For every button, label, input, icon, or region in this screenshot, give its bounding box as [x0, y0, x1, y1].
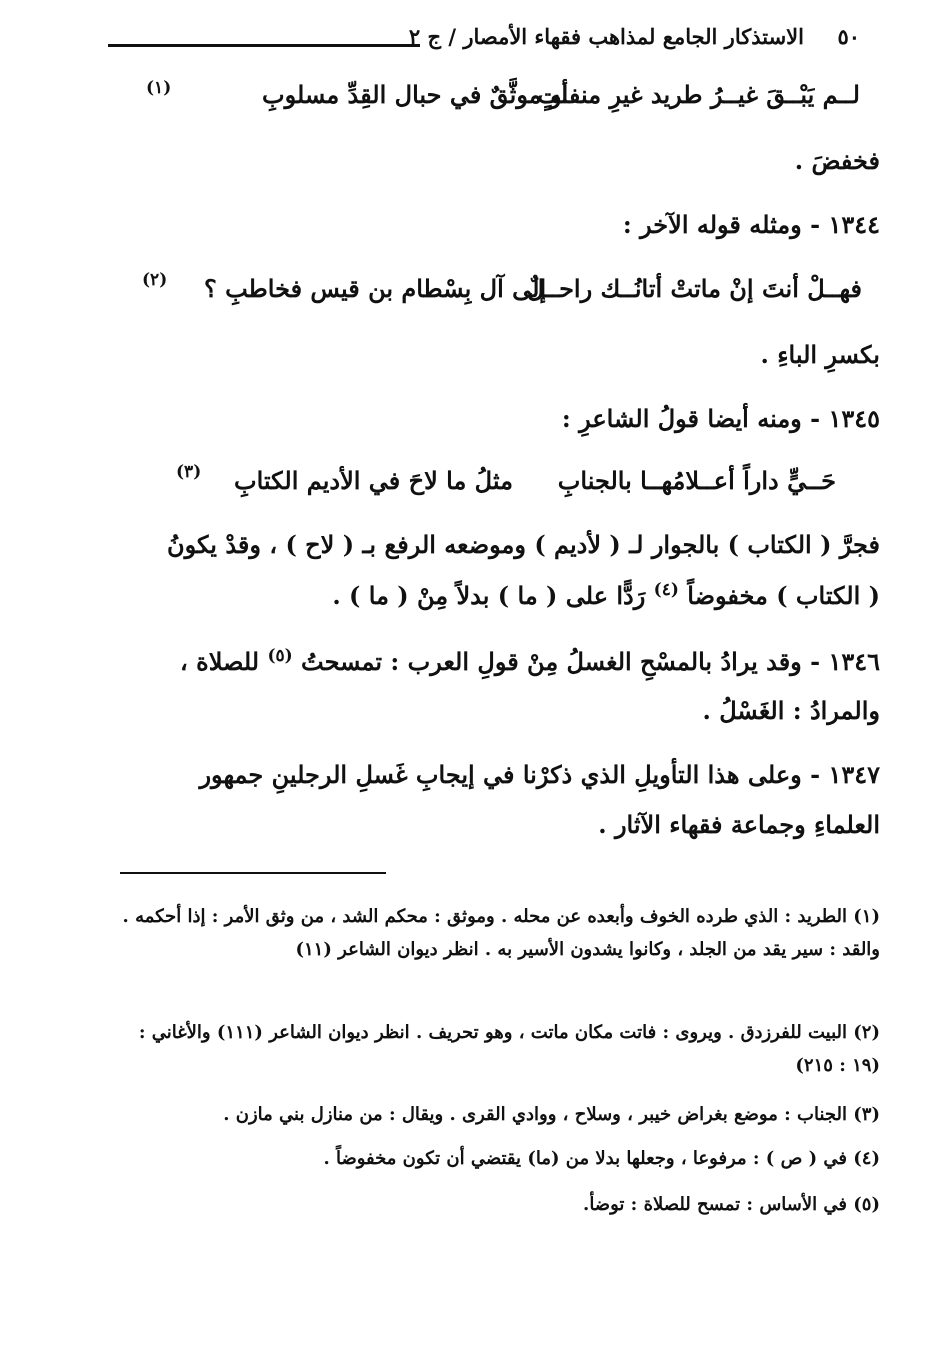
- paragraph-1344: ١٣٤٤ - ومثله قوله الآخر :: [622, 210, 880, 239]
- p1346-text-a: ١٣٤٦ - وقد يرادُ بالمسْحِ الغسلُ مِنْ قولِ العرب : تمسحتُ: [292, 647, 880, 676]
- footnote-separator: [120, 872, 386, 874]
- line-bikasr: بكسرِ الباءِ .: [760, 340, 880, 369]
- footnote-marker-1: (١): [146, 78, 172, 98]
- paragraph-1346-line1: [180, 646, 880, 676]
- footnote-2: (٢) البيت للفرزدق . ويروى : فاتت مكان ماتت ، وهو تحريف . انظر ديوان الشاعر (١١١) والأغاني : (١٩ : ٢١٥): [138, 1022, 880, 1076]
- line-khafd: فخفضَ .: [794, 146, 880, 175]
- paragraph-1345: ١٣٤٥ - ومنه أيضا قولُ الشاعرِ :: [561, 404, 880, 433]
- paragraph-1347-line1: ١٣٤٧ - وعلى هذا التأويلِ الذي ذكرْنا في إيجابِ غَسلِ الرجلينِ جمهور: [199, 760, 880, 789]
- footnote-marker-3: (٣): [176, 462, 202, 482]
- fajarra-text-b: رَدًّا على ( ما ) بدلاً مِنْ ( ما ) .: [332, 581, 654, 610]
- footnote-4: (٤) في ( ص ) : مرفوعا ، وجعلها بدلا من (ما) يقتضي أن تكون مخفوضاً .: [323, 1148, 880, 1169]
- verse3-first-hemistich: حَــيٍّ داراً أعــلامُهــا بالجنابِ: [557, 466, 836, 495]
- footnote-1: (١) الطريد : الذي طرده الخوف وأبعده عن محله . وموثق : محكم الشد ، من وثق الأمر : إذا أحكمه . والقد : سير يقد من الجلد ، وكانوا يشدون الأسير به . انظر ديوان الشاعر (١١): [122, 906, 880, 960]
- paragraph-1347-line2: العلماءِ وجماعة فقهاء الآثار .: [598, 810, 880, 839]
- fajarra-text-a: ( الكتاب ) مخفوضاً: [678, 581, 880, 610]
- paragraph-1346-line2: والمرادُ : الغَسْلُ .: [702, 696, 880, 725]
- verse1-first-hemistich: لــم يَبْــقَ غيــرُ طريد غيرِ منفلتٍ: [537, 80, 860, 109]
- paragraph-fajarra-line1: فجرَّ ( الكتاب ) بالجوار لـ ( لأديم ) وموضعه الرفع بـ ( لاح ) ، وقدْ يكونُ: [167, 530, 880, 559]
- paragraph-fajarra-line2: [332, 580, 880, 610]
- p1346-text-b: للصلاة ،: [180, 647, 268, 676]
- verse2-second-hemistich: إلى آل بِسْطام بن قيس فخاطبِ ؟: [204, 274, 547, 303]
- verse3-second-hemistich: مثلُ ما لاحَ في الأديم الكتابِ: [234, 466, 513, 495]
- footnote-3: (٣) الجناب : موضع بغراض خيبر ، وسلاح ، ووادي القرى . ويقال : من منازل بني مازن .: [223, 1104, 880, 1125]
- verse2-first-hemistich: فهــلْ أنتَ إنْ ماتتْ أتانُــك راحــلٌ: [526, 274, 862, 303]
- header-rule: [108, 44, 420, 47]
- footnote-marker-5: (٥): [267, 646, 293, 666]
- footnote-5: (٥) في الأساس : تمسح للصلاة : توضأ.: [583, 1194, 880, 1215]
- page-number: ٥٠: [837, 24, 860, 49]
- footnote-marker-2: (٢): [142, 270, 168, 290]
- running-title: الاستذكار الجامع لمذاهب فقهاء الأمصار / ج ٢: [408, 24, 804, 49]
- running-header: [108, 24, 860, 60]
- verse1-second-hemistich: أو موثَّقٌ في حبال القِدِّ مسلوبِ: [262, 80, 569, 109]
- footnote-marker-4: (٤): [653, 580, 679, 600]
